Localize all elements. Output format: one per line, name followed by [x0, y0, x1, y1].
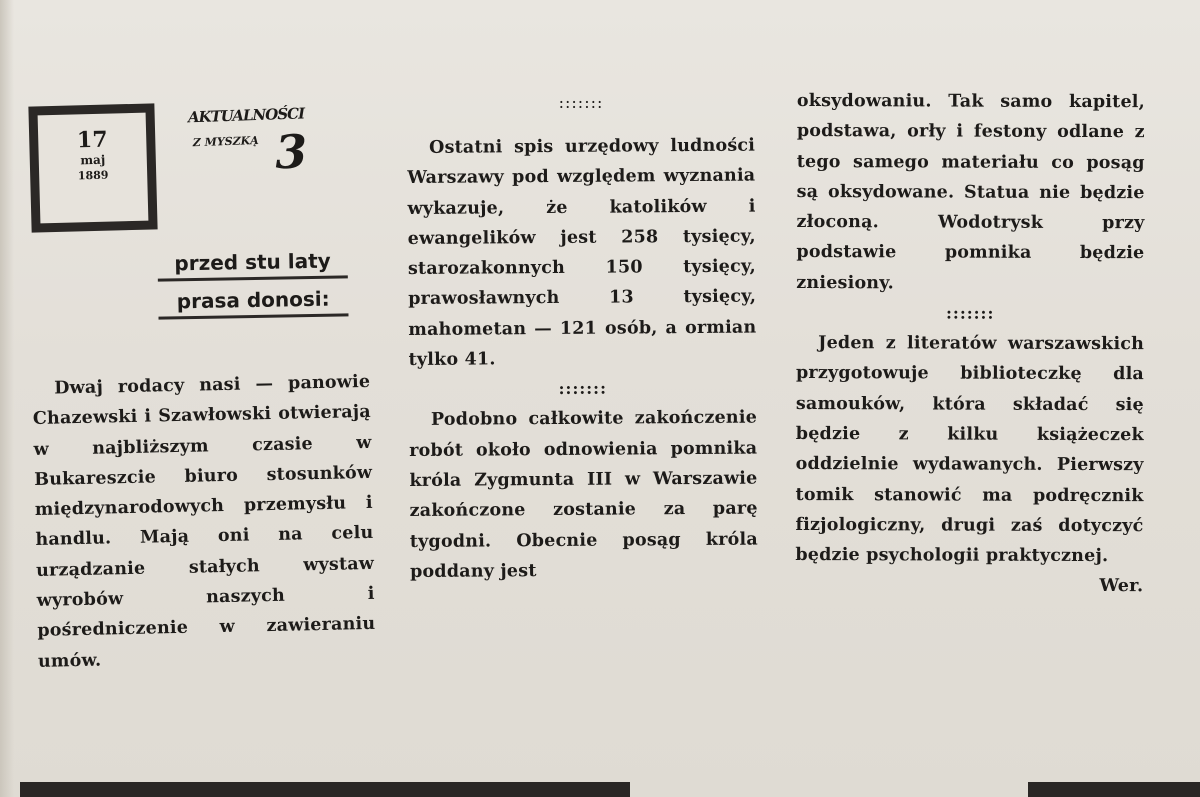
- date-day: 17: [76, 126, 108, 154]
- date-month: maj: [80, 152, 106, 168]
- logo-title: AKTUALNOŚCI: [187, 104, 305, 127]
- author-signature: Wer.: [1099, 576, 1144, 597]
- date-box: [28, 103, 157, 232]
- section-heading: [157, 248, 348, 327]
- column-logo: [181, 97, 334, 197]
- separator: :::::::: [558, 378, 608, 399]
- heading-line-1: przed stu laty: [157, 248, 347, 281]
- article-paragraph: Dwaj rodacy nasi — panowie Chazewski i Szawłowski otwierają w najbliższym czasie w Bukareszcie biuro stosunków międzynarodowych przemysłu i handlu. Mają oni na celu urządzanie stałych wystaw wyrobów naszych i pośredniczenie w zawieraniu umów.: [32, 371, 376, 672]
- article-paragraph: Podobno całkowite zakończenie robót około odnowienia pomnika króla Zygmunta III w Warszawie zakończone zostanie za parę tygodni. Obecnie posąg króla poddany jest: [409, 407, 758, 582]
- article-column-1: [32, 367, 376, 677]
- article-column-3: [795, 86, 1145, 602]
- article-paragraph: oksydowaniu. Tak samo kapitel, podstawa, orły i festony odlane z tego samego materiału co posąg są oksydowane. Statua nie będzie złoconą. Wodotrysk przy podstawie pomnika będzie zniesiony.: [796, 90, 1145, 294]
- page-fold-shadow: [0, 0, 14, 797]
- bottom-rule-left: [20, 782, 630, 797]
- heading-line-2: prasa donosi:: [158, 286, 348, 319]
- separator-top: :::::::: [558, 93, 604, 112]
- logo-number: 3: [274, 124, 309, 180]
- article-paragraph: Jeden z literatów warszawskich przygotowuje biblioteczkę dla samouków, która składać się będzie z kilku książeczek oddzielnie wydawanych. Pierwszy tomik stanowić ma podręcznik fizjologiczny, drugi zaś dotyczyć będzie psychologii praktycznej.: [795, 333, 1145, 567]
- bottom-rule-right: [1028, 782, 1200, 797]
- logo-subtitle: Z MYSZKĄ: [192, 133, 259, 150]
- article-column-2: [407, 131, 758, 588]
- date-year: 1889: [77, 168, 109, 183]
- separator: :::::::: [946, 303, 995, 323]
- article-paragraph: Ostatni spis urzędowy ludności Warszawy pod względem wyznania wykazuje, że katolików i ewangelików jest 258 tysięcy, starozakonnych 150 tysięcy, prawosławnych 13 tysięcy, mahometan — 121 osób, a ormian tylko 41.: [407, 135, 757, 371]
